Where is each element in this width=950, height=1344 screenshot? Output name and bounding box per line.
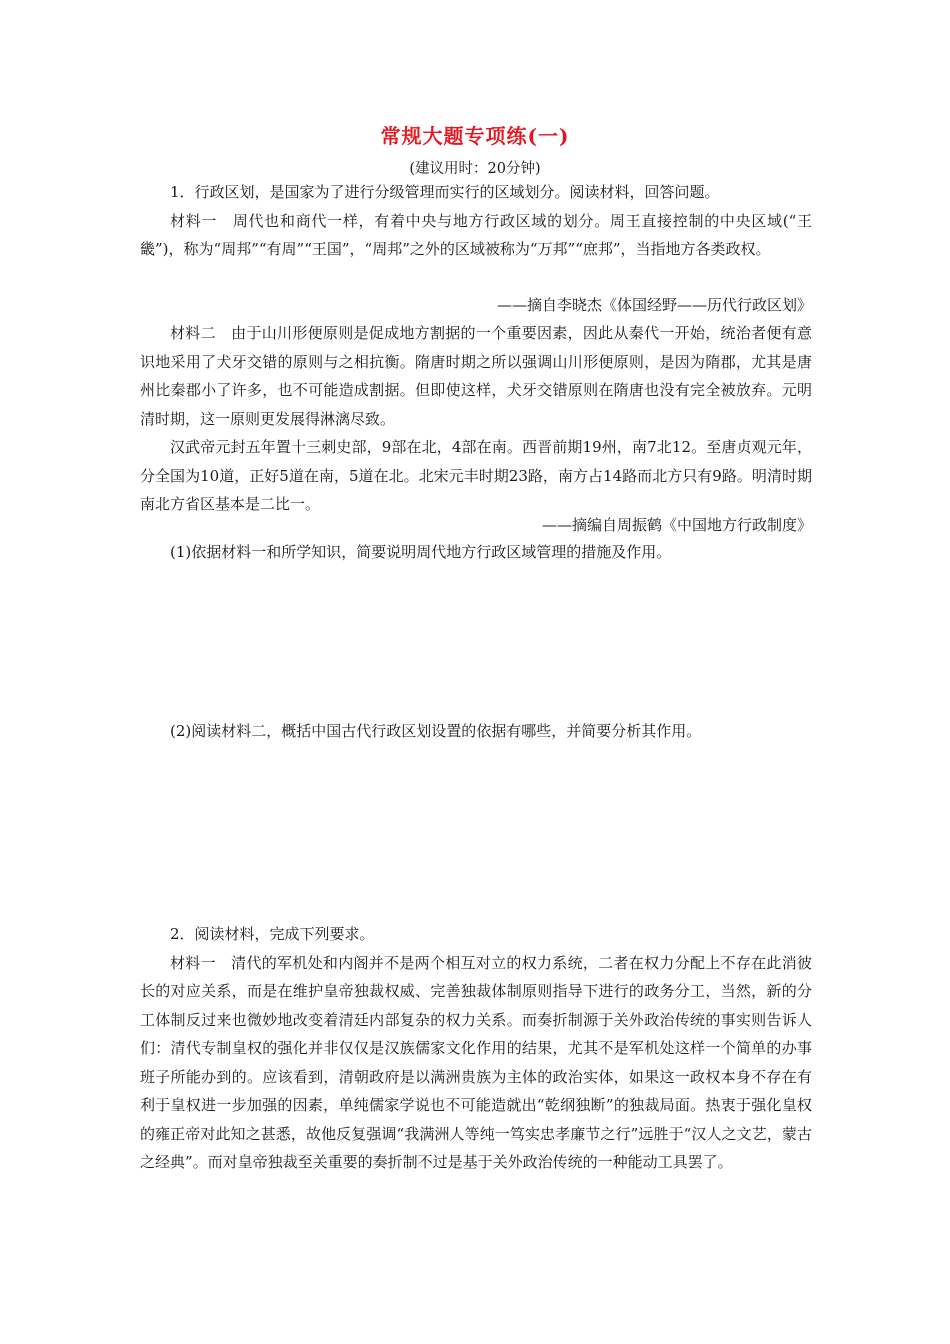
question-1-material-2-paragraph-1: 材料二 由于山川形便原则是促成地方割据的一个重要因素，因此从秦代一开始，统治者便有意识地采用了犬牙交错的原则与之相抗衡。隋唐时期之所以强调山川形便原则，是因为隋郡，尤其是唐州比秦郡小了许多，也不可能造成割据。但即使这样，犬牙交错原则在隋唐也没有完全被放弃。元明清时期，这一原则更发展得淋漓尽致。 xyxy=(140,324,812,428)
question-2-material-1: 材料一 清代的军机处和内阁并不是两个相互对立的权力系统，二者在权力分配上不存在此消彼长的对应关系，而是在维护皇帝独裁权威、完善独裁体制原则指导下进行的政务分工，当然，新的分工体制反过来也微妙地改变着清廷内部复杂的权力关系。而奏折制源于关外政治传统的事实则告诉人们：清代专制皇权的强化并非仅仅是汉族儒家文化作用的结果，尤其不是军机处这样一个简单的办事班子所能办到的。应该看到，清朝政府是以满洲贵族为主体的政治实体，如果这一政权本身不存在有利于皇权进一步加强的因素，单纯儒家学说也不可能造就出“乾纲独断”的独裁局面。热衷于强化皇权的雍正帝对此知之甚悉，故他反复强调“我满洲人等纯一笃实忠孝廉节之行”远胜于“汉人之文艺，蒙古之经典”。而对皇帝独裁至关重要的奏折制不过是基于关外政治传统的一种能动工具罢了。 xyxy=(140,953,812,1171)
suggested-time: (建议用时：20分钟) xyxy=(409,161,541,177)
question-1-material-2-block xyxy=(140,319,812,519)
question-1-material-1: 材料一 周代也和商代一样，有着中央与地方行政区域的划分。周王直接控制的中央区域(“王畿”)，称为“周邦”“有周”“王国”，“周邦”之外的区域被称为“万邦”“庶邦”，当指地方各类政权。 xyxy=(140,211,812,258)
question-1-intro: 1．行政区划，是国家为了进行分级管理而实行的区域划分。阅读材料，回答问题。 xyxy=(170,183,720,201)
question-2-intro: 2．阅读材料，完成下列要求。 xyxy=(170,925,375,943)
question-1-source-2: ——摘编自周振鹤《中国地方行政制度》 xyxy=(541,516,812,534)
question-1-material-2-paragraph-2: 汉武帝元封五年置十三刺史部，9部在北，4部在南。西晋前期19州，南7北12。至唐贞观元年，分全国为10道，正好5道在南，5道在北。北宋元丰时期23路，南方占14路而北方只有9路。明清时期南北方省区基本是二比一。 xyxy=(140,438,812,513)
question-1-block xyxy=(140,178,812,264)
question-1-subquestion-2: (2)阅读材料二，概括中国古代行政区划设置的依据有哪些，并简要分析其作用。 xyxy=(170,722,702,740)
page-title: 常规大题专项练(一) xyxy=(380,124,570,148)
question-1-subquestion-1: (1)依据材料一和所学知识，简要说明周代地方行政区域管理的措施及作用。 xyxy=(170,543,672,561)
question-1-source-1: ——摘自李晓杰《体国经野——历代行政区划》 xyxy=(496,296,812,314)
question-2-block xyxy=(140,920,812,1177)
